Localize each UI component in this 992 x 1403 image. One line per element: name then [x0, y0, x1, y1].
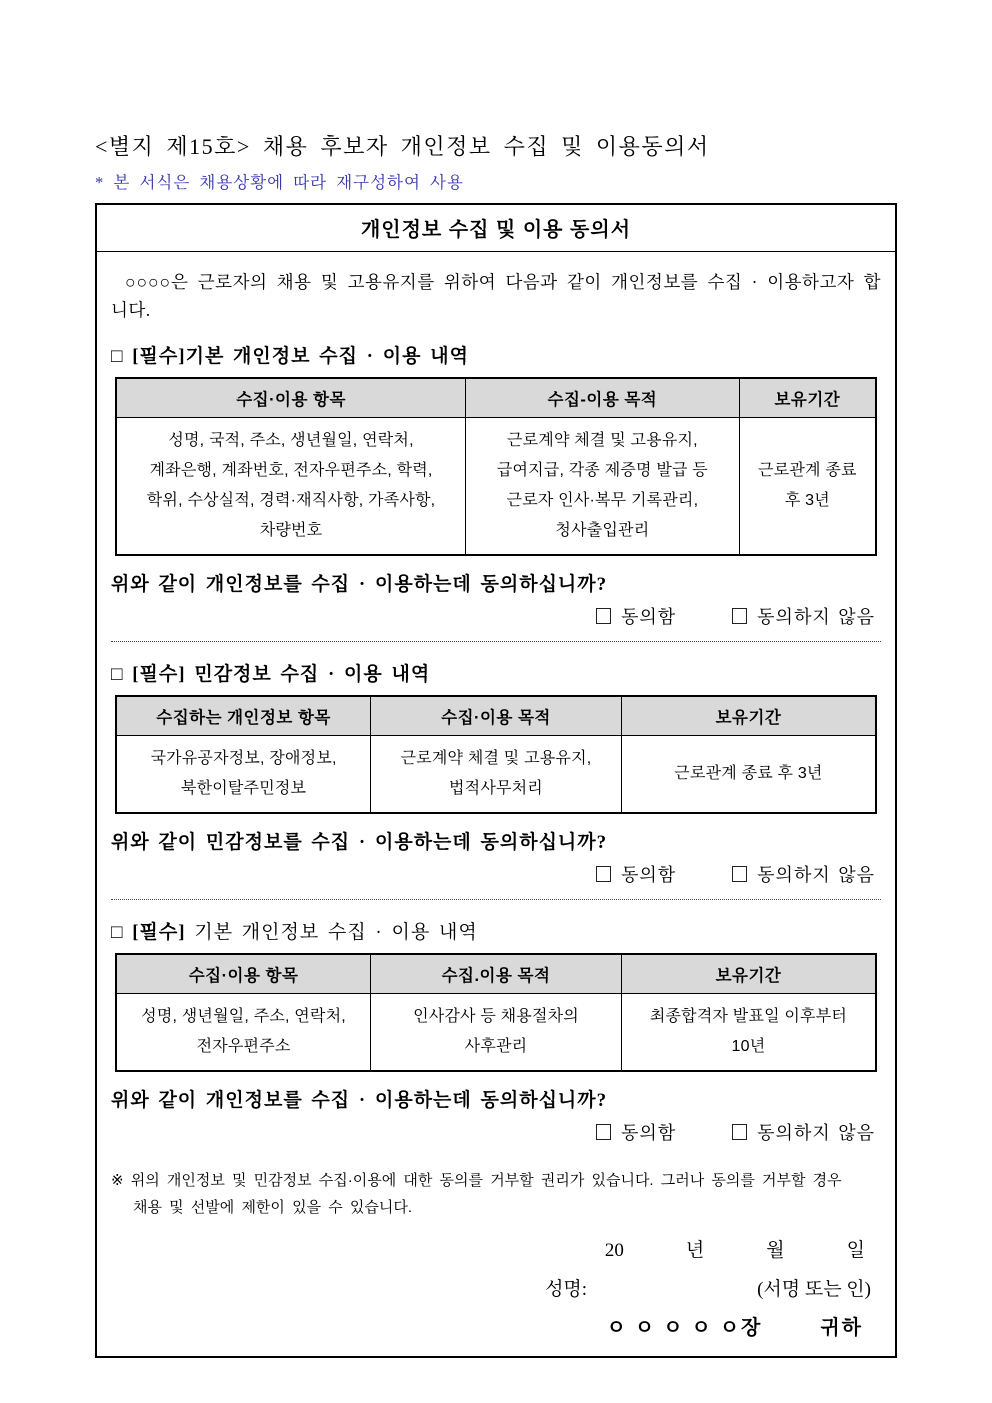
consent-table-basic-info — [115, 377, 877, 556]
table-header-cell: 보유기간 — [621, 696, 876, 736]
table-header-cell: 보유기간 — [621, 954, 876, 994]
table-header-cell: 보유기간 — [739, 378, 876, 418]
table-cell: 근로관계 종료 후 3년 — [739, 418, 876, 556]
intro-paragraph: ○○○○은 근로자의 채용 및 고용유지를 위하여 다음과 같이 개인정보를 수집 · 이용하고자 합니다. — [111, 272, 881, 320]
year-prefix: 20 — [604, 1240, 624, 1261]
recipient-org: ㅇ ㅇ ㅇ ㅇ ㅇ장 — [606, 1317, 763, 1339]
section-heading-recruitment-info — [111, 917, 881, 944]
consent-table-sensitive-info — [115, 695, 877, 814]
consent-question-recruitment: 위와 같이 개인정보를 수집 · 이용하는데 동의하십니까? — [111, 1090, 608, 1111]
consent-table — [115, 377, 877, 556]
consent-table — [115, 953, 877, 1072]
choice-row-recruitment — [111, 1119, 881, 1145]
table-cell: 성명, 생년월일, 주소, 연락처, 전자우편주소 — [116, 994, 371, 1072]
table-cell: 근로관계 종료 후 3년 — [621, 736, 876, 814]
table-header-cell: 수집·이용 항목 — [116, 954, 371, 994]
consent-question-sensitive: 위와 같이 민감정보를 수집 · 이용하는데 동의하십니까? — [111, 832, 608, 853]
choice-row-sensitive — [111, 861, 881, 887]
disagree-label: 동의하지 않음 — [757, 1123, 875, 1143]
footnote-line2: 채용 및 선발에 제한이 있을 수 있습니다. — [133, 1199, 413, 1216]
table-row — [116, 994, 876, 1072]
agree-label: 동의함 — [621, 865, 677, 885]
table-row — [116, 418, 876, 556]
recipient-honorific: 귀하 — [820, 1317, 863, 1339]
disagree-checkbox[interactable] — [732, 1124, 747, 1140]
disagree-checkbox[interactable] — [732, 608, 747, 624]
disagree-checkbox[interactable] — [732, 866, 747, 882]
consent-question-basic: 위와 같이 개인정보를 수집 · 이용하는데 동의하십니까? — [111, 574, 608, 595]
table-header-cell: 수집·이용 항목 — [116, 378, 466, 418]
table-cell: 최종합격자 발표일 이후부터 10년 — [621, 994, 876, 1072]
signature-note: (서명 또는 인) — [757, 1279, 871, 1300]
document-note: * 본 서식은 채용상황에 따라 재구성하여 사용 — [95, 173, 464, 192]
table-cell: 인사감사 등 채용절차의 사후관리 — [371, 994, 622, 1072]
table-header-cell: 수집하는 개인정보 항목 — [116, 696, 371, 736]
signature-line — [111, 1274, 881, 1301]
agree-label: 동의함 — [621, 607, 677, 627]
form-body — [97, 252, 895, 1356]
disagree-label: 동의하지 않음 — [757, 607, 875, 627]
name-label: 성명: — [545, 1279, 588, 1300]
agree-checkbox[interactable] — [596, 608, 611, 624]
recipient-line — [111, 1311, 881, 1340]
form-title: 개인정보 수집 및 이용 동의서 — [97, 205, 895, 252]
section-heading-strong: □ [필수]기본 개인정보 수집 · 이용 내역 — [111, 346, 469, 367]
footnote-line1: ※ 위의 개인정보 및 민감정보 수집·이용에 대한 동의를 거부할 권리가 있습니다. 그러나 동의를 거부할 경우 — [111, 1172, 842, 1189]
agree-checkbox[interactable] — [596, 1124, 611, 1140]
disagree-label: 동의하지 않음 — [757, 865, 875, 885]
table-cell: 근로계약 체결 및 고용유지, 급여지급, 각종 제증명 발급 등 근로자 인사·복무 기록관리, 청사출입관리 — [466, 418, 740, 556]
dotted-separator — [111, 641, 881, 642]
table-cell: 국가유공자정보, 장애정보, 북한이탈주민정보 — [116, 736, 371, 814]
consent-table — [115, 695, 877, 814]
section-heading-strong: □ [필수] — [111, 922, 186, 943]
day-label: 일 — [846, 1240, 865, 1261]
table-header-cell: 수집-이용 목적 — [466, 378, 740, 418]
section-heading-normal: 기본 개인정보 수집 · 이용 내역 — [185, 922, 478, 943]
consent-table-recruitment-info — [115, 953, 877, 1072]
table-header-cell: 수집·이용 목적 — [371, 696, 622, 736]
table-cell: 근로계약 체결 및 고용유지, 법적사무처리 — [371, 736, 622, 814]
agree-checkbox[interactable] — [596, 866, 611, 882]
table-row — [116, 736, 876, 814]
document-title: <별지 제15호> 채용 후보자 개인정보 수집 및 이용동의서 — [95, 134, 710, 159]
agree-label: 동의함 — [621, 1123, 677, 1143]
section-heading-strong: □ [필수] 민감정보 수집 · 이용 내역 — [111, 664, 431, 685]
table-header-cell: 수집.이용 목적 — [371, 954, 622, 994]
section-heading-sensitive-info — [111, 659, 881, 686]
date-line — [111, 1235, 881, 1262]
month-label: 월 — [766, 1240, 785, 1261]
dotted-separator — [111, 899, 881, 900]
refusal-rights-footnote — [111, 1167, 881, 1221]
table-cell: 성명, 국적, 주소, 생년월일, 연락처, 계좌은행, 계좌번호, 전자우편주소, 학력, 학위, 수상실적, 경력·재직사항, 가족사항, 차량번호 — [116, 418, 466, 556]
section-heading-basic-info — [111, 341, 881, 368]
year-label: 년 — [685, 1240, 705, 1261]
choice-row-basic — [111, 603, 881, 629]
consent-form-box — [95, 203, 897, 1358]
